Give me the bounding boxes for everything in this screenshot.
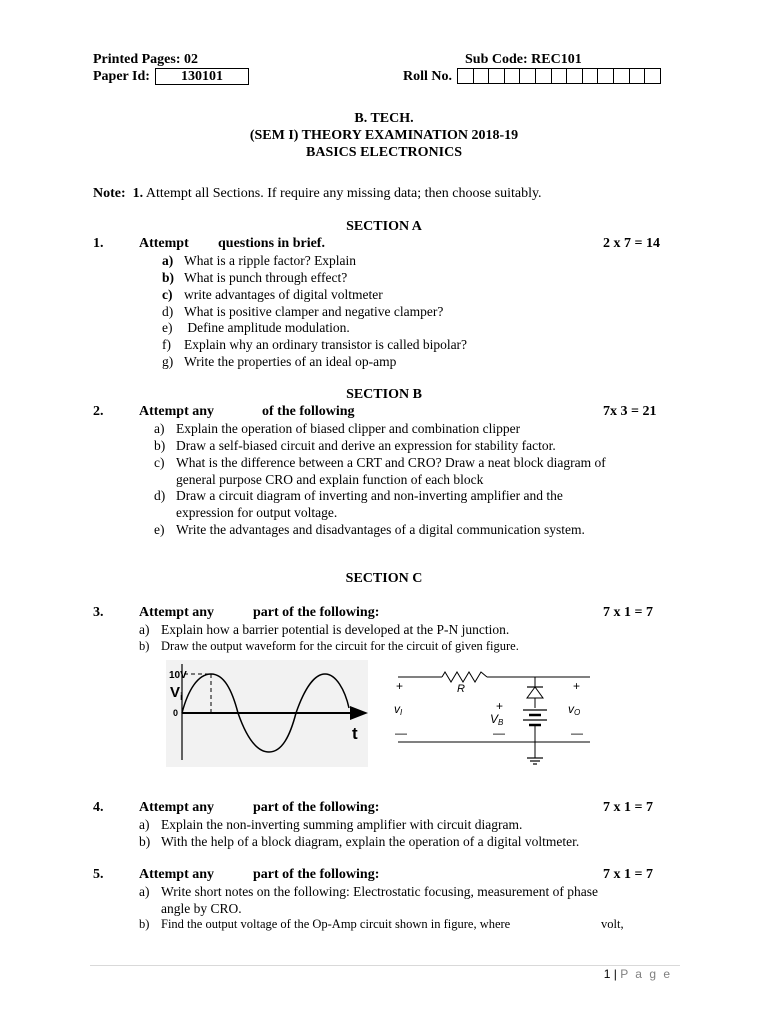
subject-title: BASICS ELECTRONICS [306, 145, 462, 160]
roll-cell[interactable] [582, 68, 599, 84]
note-label: Note: [93, 186, 126, 201]
footer-divider [90, 965, 680, 966]
vi-circuit-label: vI [394, 702, 403, 717]
q1-part1: Attempt [139, 236, 189, 251]
item-text: Write the advantages and disadvantages of a digital communication system. [176, 522, 585, 537]
item-text: Explain the operation of biased clipper and combination clipper [176, 421, 521, 436]
q4-part1: Attempt any [139, 800, 215, 815]
plus-right: + [573, 679, 581, 693]
item-label: a) [162, 253, 174, 268]
item-text: Write the properties of an ideal op-amp [184, 354, 397, 369]
plus-battery: + [496, 699, 504, 713]
q1-item-g [162, 354, 396, 370]
page-footer [604, 967, 672, 981]
q1-item-c [162, 287, 383, 303]
roll-cell[interactable] [644, 68, 661, 84]
sub-code: Sub Code: REC101 [465, 52, 582, 67]
vo-circuit-label: vO [568, 702, 581, 717]
q1-num: 1. [93, 236, 104, 251]
item-label: a) [154, 421, 165, 436]
item-label: b) [139, 917, 150, 931]
paper-id-value: 130101 [181, 69, 223, 84]
minus-battery: — [493, 726, 505, 740]
section-a-heading: SECTION A [346, 219, 422, 234]
minus-right: — [571, 726, 583, 740]
q3-part1: Attempt any [139, 605, 215, 620]
q3-marks: 7 x 1 = 7 [603, 605, 653, 620]
paper-id-label: Paper Id: [93, 69, 150, 84]
vb-label: VB [490, 712, 504, 727]
note [93, 186, 542, 202]
item-label: d) [154, 488, 166, 503]
q4-part2: part of the following: [253, 800, 380, 815]
roll-cell[interactable] [488, 68, 505, 84]
q2-part2: of the following [262, 404, 355, 419]
q1-part2: questions in brief. [218, 236, 325, 251]
amplitude-label: 10V [169, 670, 187, 681]
item-label: a) [139, 884, 150, 899]
q4-num: 4. [93, 800, 104, 815]
q4-marks: 7 x 1 = 7 [603, 800, 653, 815]
q5-item-a [139, 884, 598, 900]
item-label: g) [162, 354, 174, 369]
item-label: e) [162, 320, 173, 335]
zero-label: 0 [173, 708, 179, 718]
item-text: With the help of a block diagram, explain the operation of a digital voltmeter. [161, 834, 580, 849]
q3-num: 3. [93, 605, 104, 620]
q2-item-a [154, 421, 520, 437]
item-text: What is a ripple factor? Explain [184, 253, 357, 268]
item-label: a) [139, 622, 150, 637]
page-number: 1 [603, 967, 611, 981]
q2-item-e [154, 522, 585, 538]
t-label: t [352, 724, 358, 743]
input-waveform-figure [166, 660, 368, 767]
roll-no-boxes[interactable] [458, 68, 661, 84]
item-label: d) [162, 304, 174, 319]
q3-part2: part of the following: [253, 605, 380, 620]
q5-item-b [139, 917, 510, 932]
roll-cell[interactable] [535, 68, 552, 84]
roll-cell[interactable] [566, 68, 583, 84]
roll-cell[interactable] [613, 68, 630, 84]
q5-item-a-cont: angle by CRO. [161, 901, 242, 916]
roll-cell[interactable] [504, 68, 521, 84]
vi-label: $V_i$ [170, 684, 183, 703]
q5-item-b-volt: volt, [601, 917, 624, 931]
item-text: Write short notes on the following: Electrostatic focusing, measurement of phase [161, 884, 598, 899]
roll-cell[interactable] [457, 68, 474, 84]
section-c-heading: SECTION C [345, 571, 423, 586]
item-text: Explain how a barrier potential is developed at the P-N junction. [161, 622, 510, 637]
q3-item-a [139, 622, 509, 638]
item-text: Draw a circuit diagram of inverting and non-inverting amplifier and the [176, 488, 563, 503]
q5-part1: Attempt any [139, 867, 215, 882]
item-text: Draw the output waveform for the circuit for the circuit of given figure. [161, 639, 519, 653]
diode-triangle [527, 687, 543, 698]
q2-item-d [154, 488, 563, 504]
item-label: e) [154, 522, 165, 537]
item-text: Draw a self-biased circuit and derive an expression for stability factor. [176, 438, 556, 453]
item-label: b) [162, 270, 175, 285]
item-label: c) [154, 455, 165, 470]
q2-marks: 7x 3 = 21 [603, 404, 657, 419]
item-text: Define amplitude modulation. [184, 320, 350, 335]
exam-title: (SEM I) THEORY EXAMINATION 2018-19 [249, 128, 519, 143]
item-label: c) [162, 287, 173, 302]
q2-num: 2. [93, 404, 104, 419]
q2-part1: Attempt any [139, 404, 215, 419]
paper-id-box [155, 68, 249, 85]
q1-item-d [162, 304, 443, 320]
resistor-r [442, 672, 487, 682]
q1-item-e [162, 320, 350, 336]
q1-item-f [162, 337, 467, 353]
item-label: b) [139, 834, 151, 849]
minus-left: — [395, 726, 407, 740]
item-text: Explain why an ordinary transistor is called bipolar? [184, 337, 468, 352]
item-label: f) [162, 337, 171, 352]
note-text: Attempt all Sections. If require any missing data; then choose suitably. [145, 186, 542, 201]
q5-part2: part of the following: [253, 867, 380, 882]
q5-num: 5. [93, 867, 104, 882]
printed-pages: Printed Pages: 02 [93, 52, 198, 67]
item-text: What is positive clamper and negative clamper? [184, 304, 444, 319]
q5-marks: 7 x 1 = 7 [603, 867, 653, 882]
q1-item-b [162, 270, 347, 286]
roll-cell[interactable] [473, 68, 490, 84]
roll-cell[interactable] [629, 68, 646, 84]
roll-no-label: Roll No. [403, 69, 452, 84]
q1-marks: 2 x 7 = 14 [603, 236, 660, 251]
item-text: What is the difference between a CRT and CRO? Draw a neat block diagram of [176, 455, 606, 470]
clipper-circuit-figure [390, 660, 602, 770]
section-b-heading: SECTION B [346, 387, 422, 402]
q2-item-c [154, 455, 606, 471]
item-label: b) [139, 639, 150, 653]
roll-cell[interactable] [597, 68, 614, 84]
roll-cell[interactable] [551, 68, 568, 84]
item-text: write advantages of digital voltmeter [184, 287, 383, 302]
r-label: R [457, 683, 465, 695]
q2-item-c-cont: general purpose CRO and explain function of each block [176, 472, 484, 487]
item-label: a) [139, 817, 150, 832]
item-text: Explain the non-inverting summing amplifier with circuit diagram. [161, 817, 523, 832]
note-num: 1. [132, 186, 144, 201]
page-word: P a g e [620, 967, 672, 981]
item-text: What is punch through effect? [184, 270, 348, 285]
plus-left: + [396, 679, 404, 693]
roll-cell[interactable] [519, 68, 536, 84]
item-text: Find the output voltage of the Op-Amp circuit shown in figure, where [161, 917, 511, 931]
item-label: b) [154, 438, 166, 453]
q4-item-b [139, 834, 579, 850]
q4-item-a [139, 817, 522, 833]
q3-item-b [139, 639, 519, 654]
q2-item-d-cont: expression for output voltage. [176, 505, 338, 520]
degree-title: B. TECH. [354, 111, 414, 126]
q1-item-a [162, 253, 356, 269]
q2-item-b [154, 438, 556, 454]
page-separator: | [613, 967, 617, 981]
